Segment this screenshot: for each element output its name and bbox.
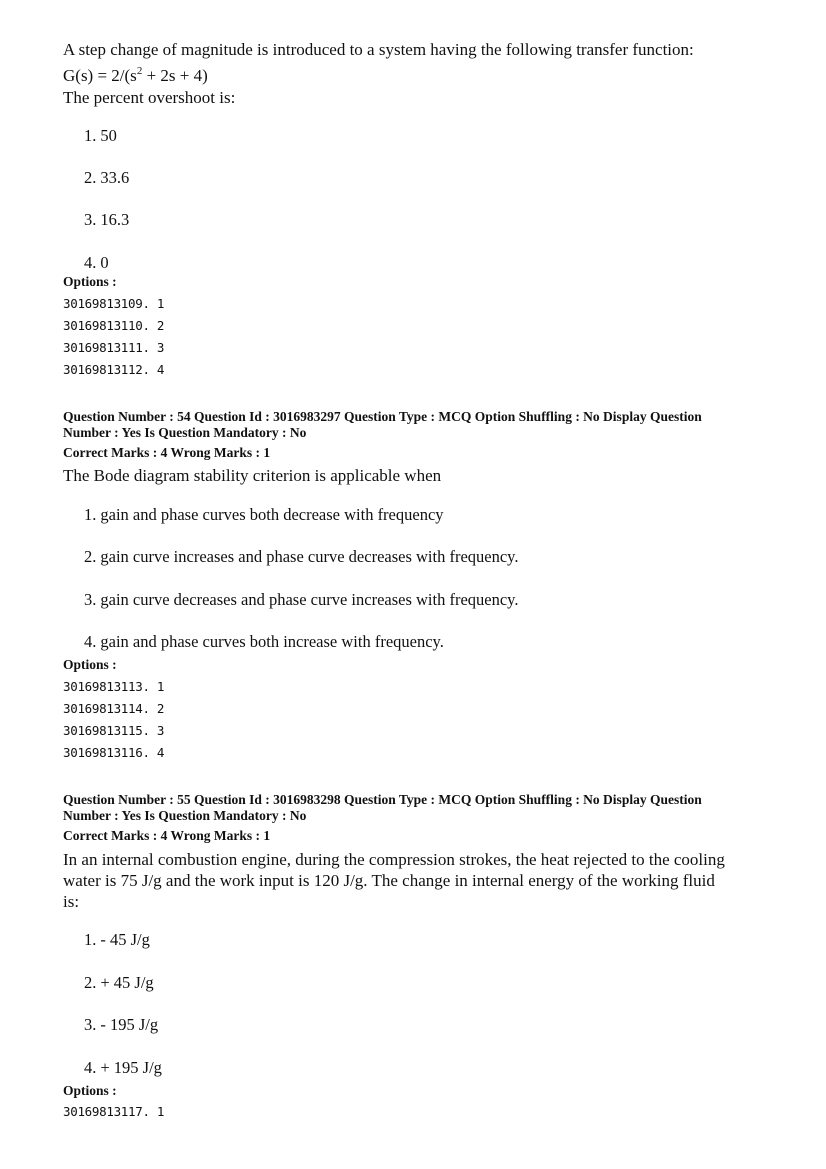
question-meta: Number : Yes Is Question Mandatory : No <box>63 425 307 440</box>
options-label: Options : <box>63 657 117 672</box>
option-id: 30169813116. 4 <box>63 745 165 760</box>
answer-option: 2. 33.6 <box>84 168 130 187</box>
answer-option: 1. - 45 J/g <box>84 930 150 949</box>
option-id: 30169813111. 3 <box>63 340 165 355</box>
options-label: Options : <box>63 274 117 289</box>
question-meta: Question Number : 54 Question Id : 3016983297 Question Type : MCQ Option Shuffling : No Display Question <box>63 409 702 424</box>
question-marks: Correct Marks : 4 Wrong Marks : 1 <box>63 445 271 460</box>
question-text-line: water is 75 J/g and the work input is 120 J/g. The change in internal energy of the working fluid <box>63 871 715 890</box>
question-marks: Correct Marks : 4 Wrong Marks : 1 <box>63 828 271 843</box>
question-text-line: The percent overshoot is: <box>63 88 236 107</box>
option-id: 30169813114. 2 <box>63 701 165 716</box>
question-text-line: In an internal combustion engine, during the compression strokes, the heat rejected to the cooling <box>63 850 725 869</box>
answer-option: 2. gain curve increases and phase curve decreases with frequency. <box>84 547 519 566</box>
question-meta: Number : Yes Is Question Mandatory : No <box>63 808 307 823</box>
option-id: 30169813109. 1 <box>63 296 165 311</box>
option-id: 30169813112. 4 <box>63 362 165 377</box>
answer-option: 4. gain and phase curves both increase with frequency. <box>84 632 444 651</box>
option-id: 30169813110. 2 <box>63 318 165 333</box>
answer-option: 3. gain curve decreases and phase curve increases with frequency. <box>84 590 519 609</box>
option-id: 30169813115. 3 <box>63 723 165 738</box>
answer-option: 3. 16.3 <box>84 210 130 229</box>
answer-option: 1. gain and phase curves both decrease with frequency <box>84 505 444 524</box>
question-meta: Question Number : 55 Question Id : 3016983298 Question Type : MCQ Option Shuffling : No Display Question <box>63 792 702 807</box>
options-label: Options : <box>63 1083 117 1098</box>
answer-option: 2. + 45 J/g <box>84 973 154 992</box>
question-text-line: The Bode diagram stability criterion is applicable when <box>63 466 442 485</box>
answer-option: 4. 0 <box>84 253 109 272</box>
answer-option: 3. - 195 J/g <box>84 1015 159 1034</box>
option-id: 30169813117. 1 <box>63 1104 165 1119</box>
question-text-line: is: <box>63 892 80 911</box>
answer-option: 4. + 195 J/g <box>84 1058 162 1077</box>
answer-option: 1. 50 <box>84 126 117 145</box>
option-id: 30169813113. 1 <box>63 679 165 694</box>
question-text-line: A step change of magnitude is introduced to a system having the following transfer function: <box>63 40 694 59</box>
question-formula: $G(s) = 2/(s^2 + 2s + 4)$ <box>63 65 208 85</box>
